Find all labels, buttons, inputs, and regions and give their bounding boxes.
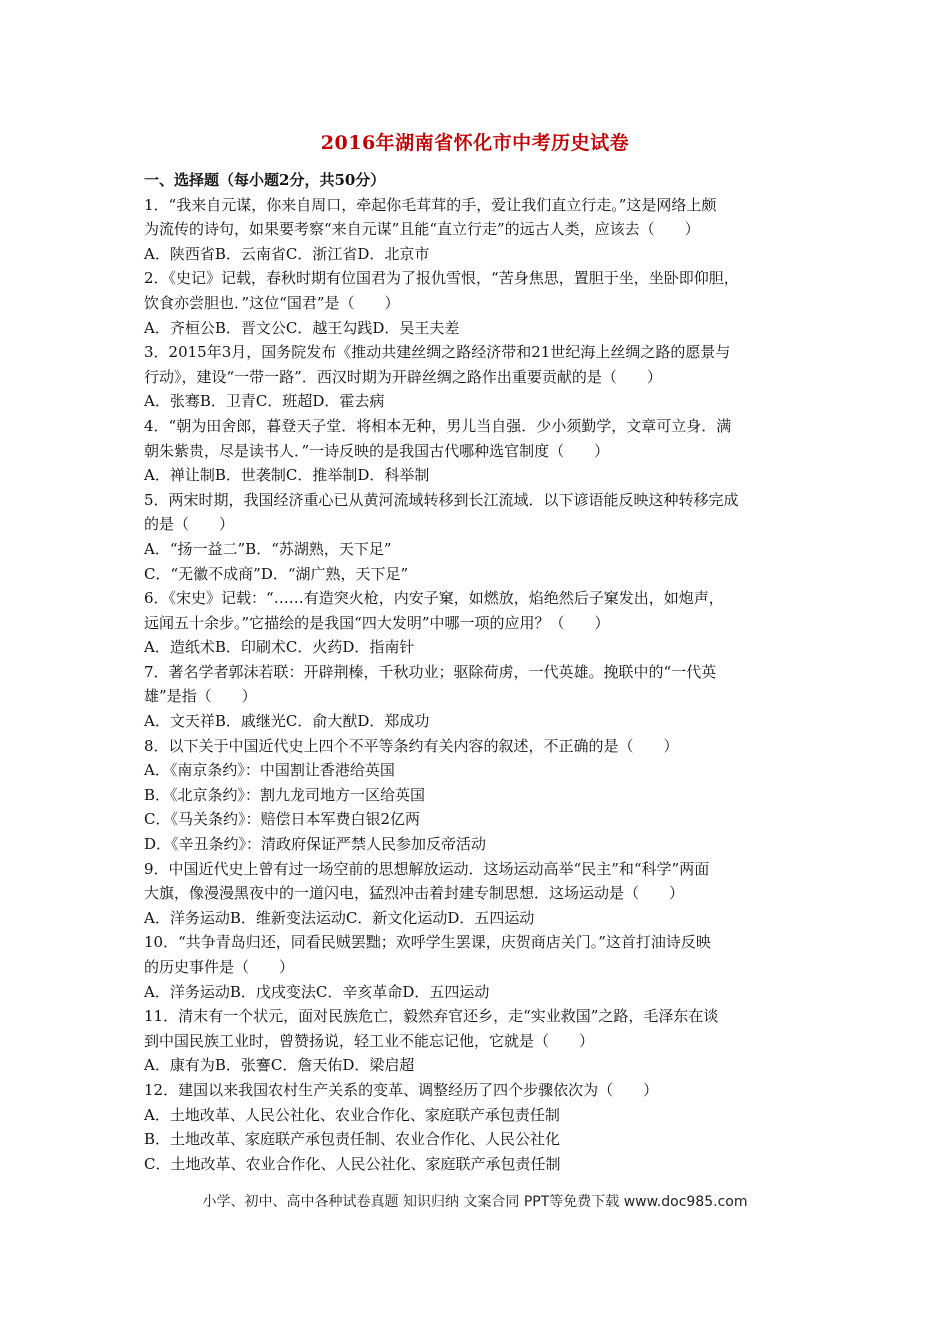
text-line: 到中国民族工业时，曾赞扬说，轻工业不能忘记他，它就是（ ） <box>144 1031 595 1050</box>
text-line: 9．中国近代史上曾有过一场空前的思想解放运动．这场运动高举“民主”和“科学”两面 <box>144 859 710 878</box>
text-line: A．《南京条约》：中国割让香港给英国 <box>144 761 395 780</box>
text-line: 雄”是指（ ） <box>144 687 257 706</box>
text-line: 远闻五十余步。”它描绘的是我国“四大发明”中哪一项的应用？（ ） <box>144 613 610 632</box>
text-line: 的历史事件是（ ） <box>144 958 295 976</box>
text-line: A．洋务运动B．戊戌变法C．辛亥革命D．五四运动 <box>144 982 490 1001</box>
text-line: 3．2015年3月，国务院发布《推动共建丝绸之路经济带和21世纪海上丝绸之路的愿景与 <box>144 343 731 362</box>
text-line: 10．“共争青岛归还，同看民贼罢黜；欢呼学生罢课，庆贺商店关门。”这首打油诗反映 <box>144 933 711 952</box>
text-line: A．张骞B．卫青C．班超D．霍去病 <box>144 392 385 411</box>
text-line: C．《马关条约》：赔偿日本军费白银2亿两 <box>144 810 421 829</box>
exam-content <box>144 168 824 1176</box>
text-line: 2．《史记》记载，春秋时期有位国君为了报仇雪恨，“苦身焦思，置胆于坐，坐卧即仰胆， <box>144 269 739 288</box>
text-line: A．造纸术B．印刷术C．火药D．指南针 <box>144 638 415 657</box>
text-line: 4．“朝为田舍郎，暮登天子堂．将相本无种，男儿当自强．少小须勤学，文章可立身．满 <box>144 416 732 435</box>
text-line: A．文天祥B．戚继光C．俞大猷D．郑成功 <box>144 712 430 731</box>
text-line: A．禅让制B．世袭制C．推举制D．科举制 <box>144 466 430 485</box>
text-line: 7．著名学者郭沫若联：开辟荆榛，千秋功业；驱除荷虏，一代英雄。挽联中的“一代英 <box>144 662 717 681</box>
question-lines <box>144 193 824 1177</box>
text-line: 11．清末有一个状元，面对民族危亡，毅然弃官还乡，走“实业救国”之路，毛泽东在谈 <box>144 1007 719 1026</box>
text-line: C．“无徽不成商”D．“湖广熟，天下足” <box>144 564 409 583</box>
text-line: A．洋务运动B．维新变法运动C．新文化运动D．五四运动 <box>144 908 535 927</box>
text-line: B．土地改革、家庭联产承包责任制、农业合作化、人民公社化 <box>144 1130 561 1149</box>
text-line: A．土地改革、人民公社化、农业合作化、家庭联产承包责任制 <box>144 1105 560 1124</box>
text-line: 行动》，建设“一带一路”．西汉时期为开辟丝绸之路作出重要贡献的是（ ） <box>144 367 662 386</box>
text-line: D．《辛丑条约》：清政府保证严禁人民参加反帝活动 <box>144 835 487 854</box>
text-line: 5．两宋时期，我国经济重心已从黄河流域转移到长江流域．以下谚语能反映这种转移完成 <box>144 490 739 509</box>
text-line: A．“扬一益二”B．“苏湖熟，天下足” <box>144 539 392 558</box>
text-line: A．陕西省B．云南省C．浙江省D．北京市 <box>144 244 430 263</box>
page-title: 2016年湖南省怀化市中考历史试卷 <box>320 132 630 154</box>
text-line: 饮食亦尝胆也．”这位“国君”是（ ） <box>144 293 400 312</box>
text-line: 大旗，像漫漫黑夜中的一道闪电，猛烈冲击着封建专制思想．这场运动是（ ） <box>144 884 685 903</box>
text-line: 6．《宋史》记载：“……有造突火枪，内安子窠，如燃放，焰绝然后子窠发出，如炮声， <box>144 589 724 608</box>
text-line: 8．以下关于中国近代史上四个不平等条约有关内容的叙述，不正确的是（ ） <box>144 736 679 755</box>
text-line: B．《北京条约》：割九龙司地方一区给英国 <box>144 785 426 804</box>
text-line: A．齐桓公B．晋文公C．越王勾践D．吴王夫差 <box>144 318 460 337</box>
text-line: 的是（ ） <box>144 515 235 534</box>
footer-text: 小学、初中、高中各种试卷真题 知识归纳 文案合同 PPT等免费下载 www.doc985.com <box>202 1194 748 1210</box>
section-heading: 一、选择题（每小题2分，共50分） <box>144 171 386 189</box>
text-line: 1．“我来自元谋，你来自周口，牵起你毛茸茸的手，爱让我们直立行走。”这是网络上颇 <box>144 195 717 214</box>
text-line: 朝朱紫贵，尽是读书人．”一诗反映的是我国古代哪种选官制度（ ） <box>144 441 610 460</box>
text-line: 为流传的诗句，如果要考察“来自元谋”且能“直立行走”的远古人类，应该去（ ） <box>144 220 700 239</box>
text-line: 12．建国以来我国农村生产关系的变革、调整经历了四个步骤依次为（ ） <box>144 1080 659 1099</box>
text-line: C．土地改革、农业合作化、人民公社化、家庭联产承包责任制 <box>144 1154 561 1173</box>
text-line: A．康有为B．张謇C．詹天佑D．梁启超 <box>144 1056 415 1075</box>
